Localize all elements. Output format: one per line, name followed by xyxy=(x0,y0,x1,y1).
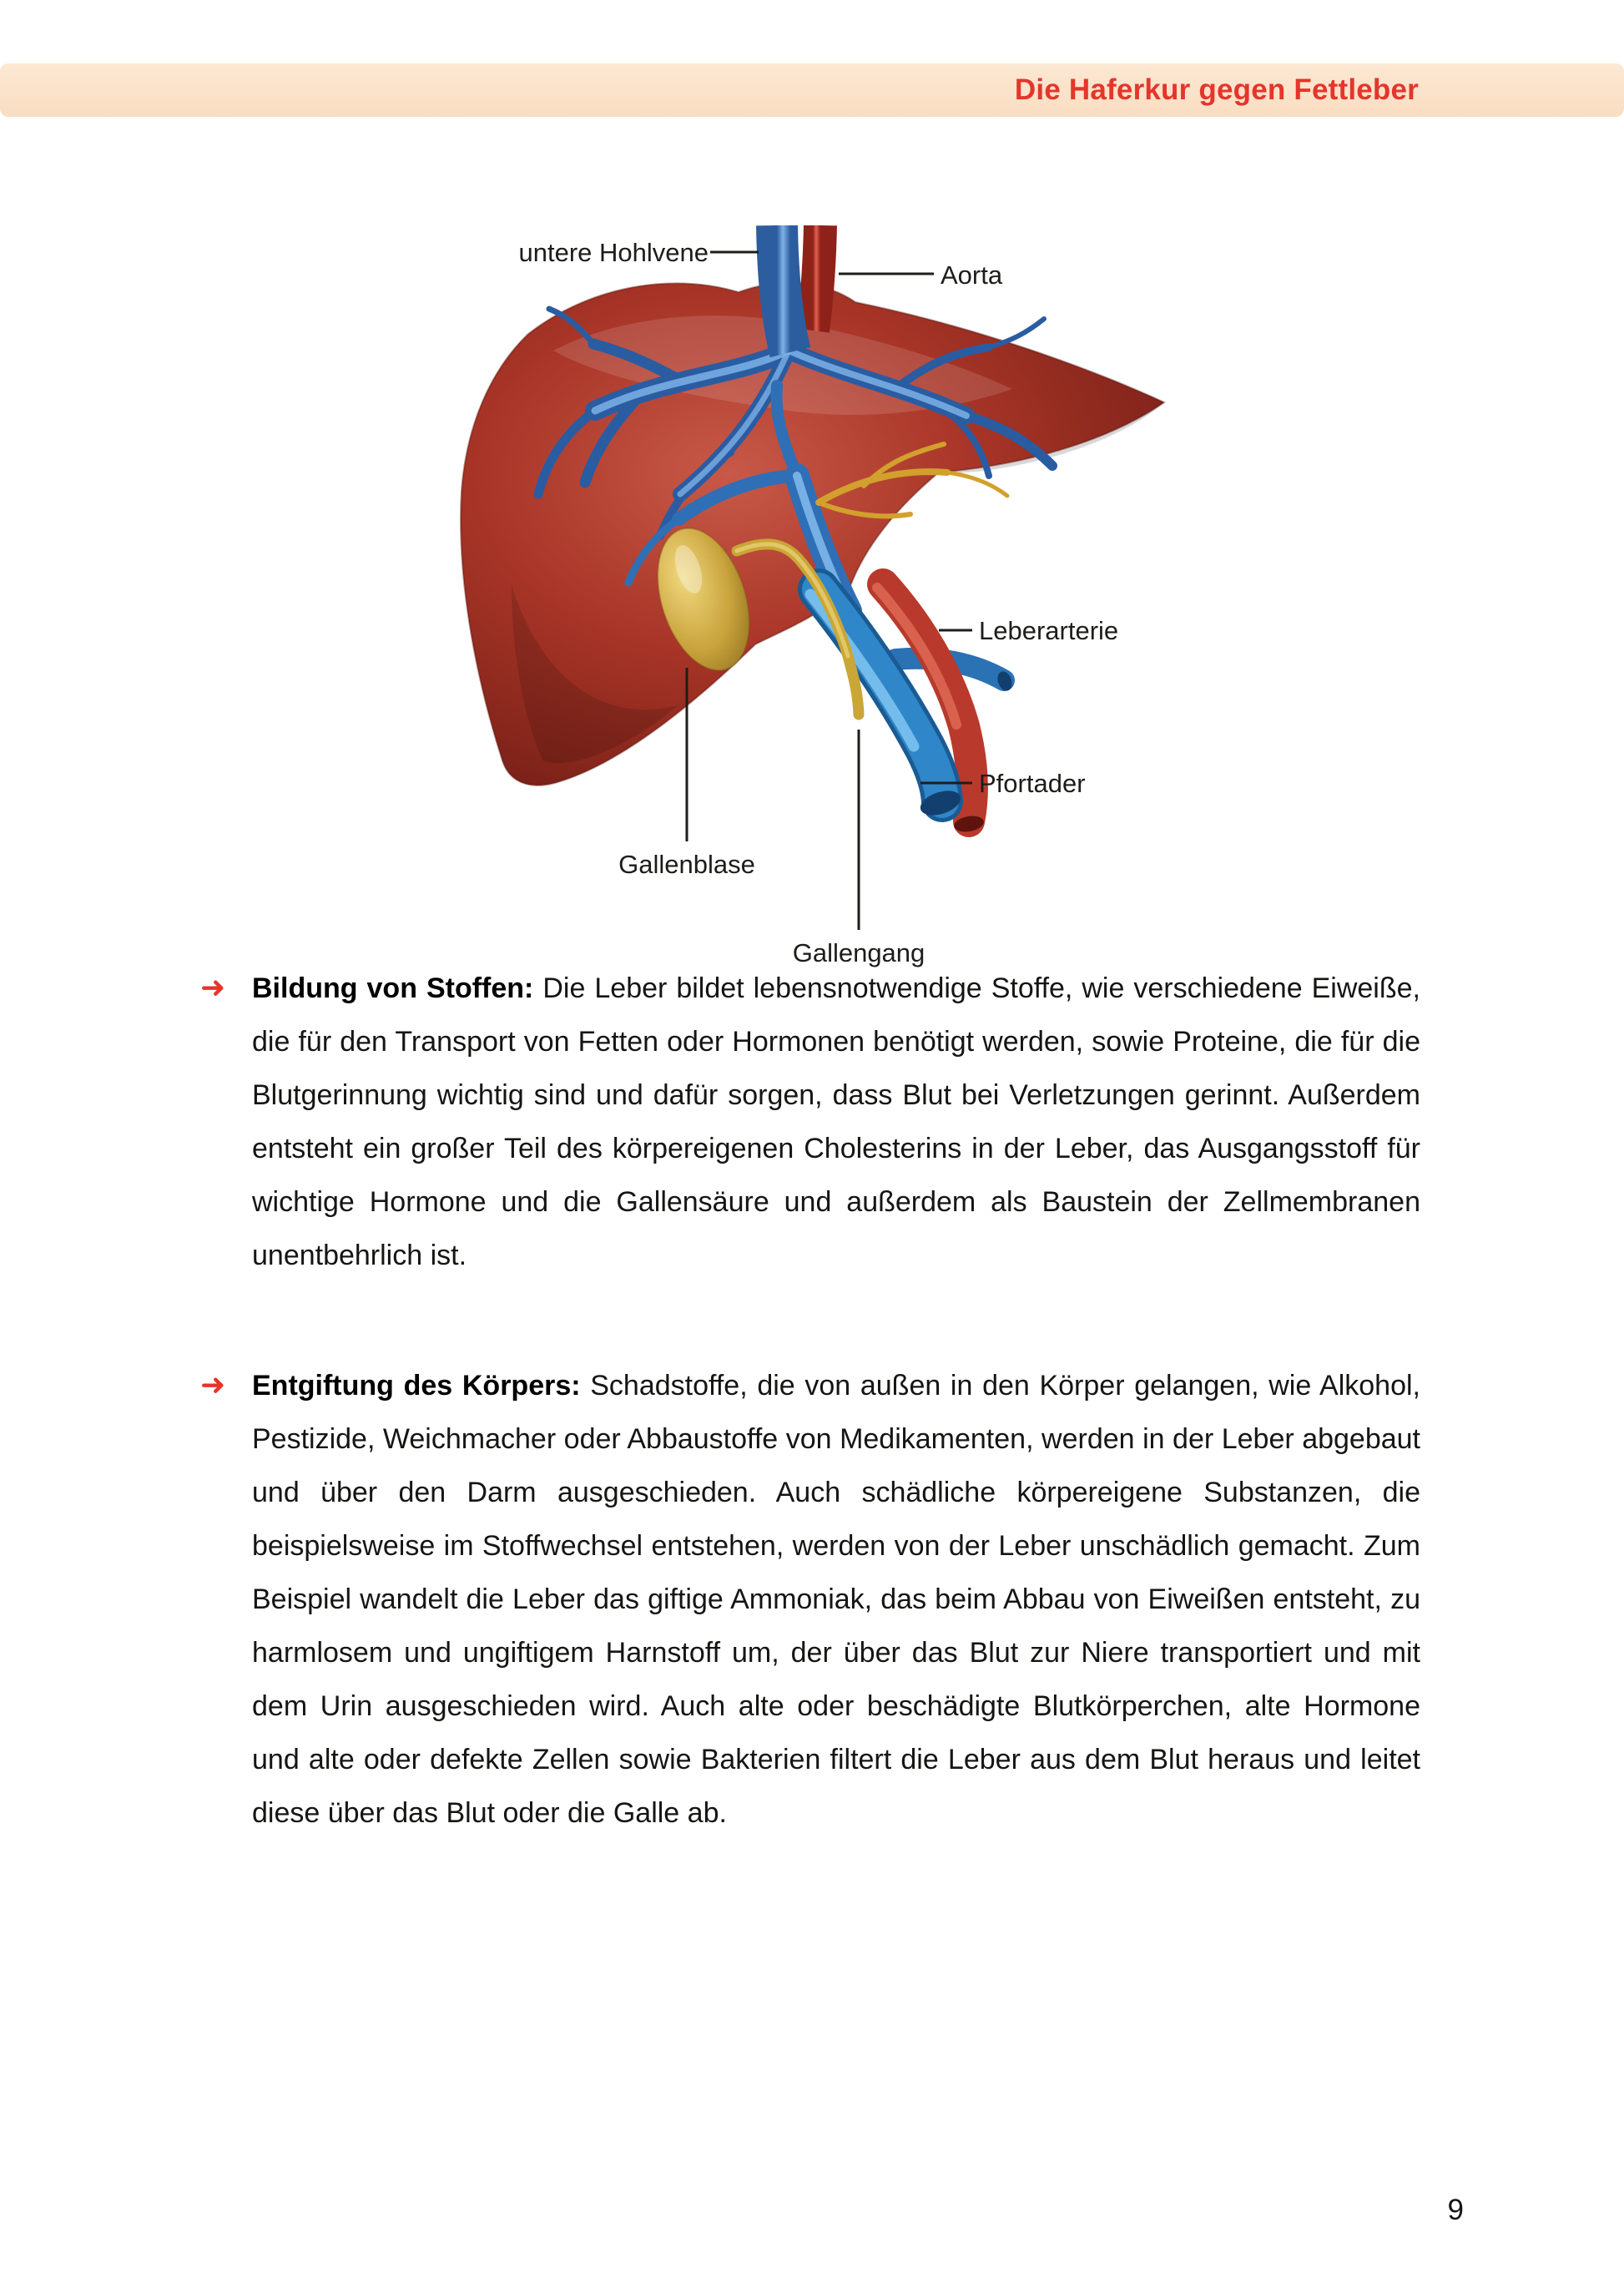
arrow-bullet-icon: ➜ xyxy=(200,1368,226,1402)
figure-label-aorta: Aorta xyxy=(941,260,1003,290)
body-text xyxy=(200,962,1420,1917)
figure-label-vena-cava: untere Hohlvene xyxy=(518,238,709,267)
bullet-body: Schadstoffe, die von außen in den Körper gelangen, wie Alkohol, Pestizide, Weichmacher oder Abbaustoffe von Medikamenten, werden in der Leber abgebaut und über den Darm ausgeschieden. Auch schädliche körpereigene Substanzen, die beispielsweise im Stoffwechsel entstehen, werden von der Leber unschädlich gemacht. Zum Beispiel wandelt die Leber das giftige Ammoniak, das beim Abbau von Eiweißen entsteht, zu harmlosem und ungiftigem Harnstoff um, der über das Blut zur Niere transportiert und mit dem Urin ausgeschieden wird. Auch alte oder beschädigte Blutkörperchen, alte Hormone und alte oder defekte Zellen sowie Bakterien filtert die Leber aus dem Blut heraus und leitet diese über das Blut oder die Galle ab. xyxy=(252,1370,1420,1829)
bullet-item-entgiftung xyxy=(200,1359,1420,1840)
bullet-title: Bildung von Stoffen: xyxy=(252,972,534,1004)
bullet-body: Die Leber bildet lebensnotwendige Stoffe, wie verschiedene Eiweiße, die für den Transport von Fetten oder Hormonen benötigt werden, sowie Proteine, die für die Blutgerinnung wichtig sind und dafür sorgen, dass Blut bei Verletzungen gerinnt. Außerdem entsteht ein großer Teil des körpereigenen Cholesterins in der Leber, das Ausgangsstoff für wichtige Hormone und die Gallensäure und außerdem als Baustein der Zellmembranen unentbehrlich ist. xyxy=(252,972,1420,1271)
aorta-vessel xyxy=(813,225,820,331)
figure-label-hepatic-artery: Leberarterie xyxy=(979,616,1119,645)
bullet-paragraph xyxy=(252,962,1420,1282)
page-number: 9 xyxy=(1447,2194,1464,2226)
figure-label-gallbladder: Gallenblase xyxy=(618,850,755,879)
bullet-item-bildung xyxy=(200,962,1420,1282)
bullet-paragraph xyxy=(252,1359,1420,1840)
liver-illustration xyxy=(428,225,1196,968)
arrow-bullet-icon: ➜ xyxy=(200,971,226,1005)
liver-figure xyxy=(428,225,1196,968)
figure-label-bile-duct: Gallengang xyxy=(792,938,925,967)
figure-label-portal-vein: Pfortader xyxy=(979,769,1086,798)
bullet-title: Entgiftung des Körpers: xyxy=(252,1370,581,1402)
vena-cava-vessel xyxy=(777,225,790,352)
running-head: Die Haferkur gegen Fettleber xyxy=(1014,73,1419,106)
page-header-band xyxy=(0,63,1624,117)
